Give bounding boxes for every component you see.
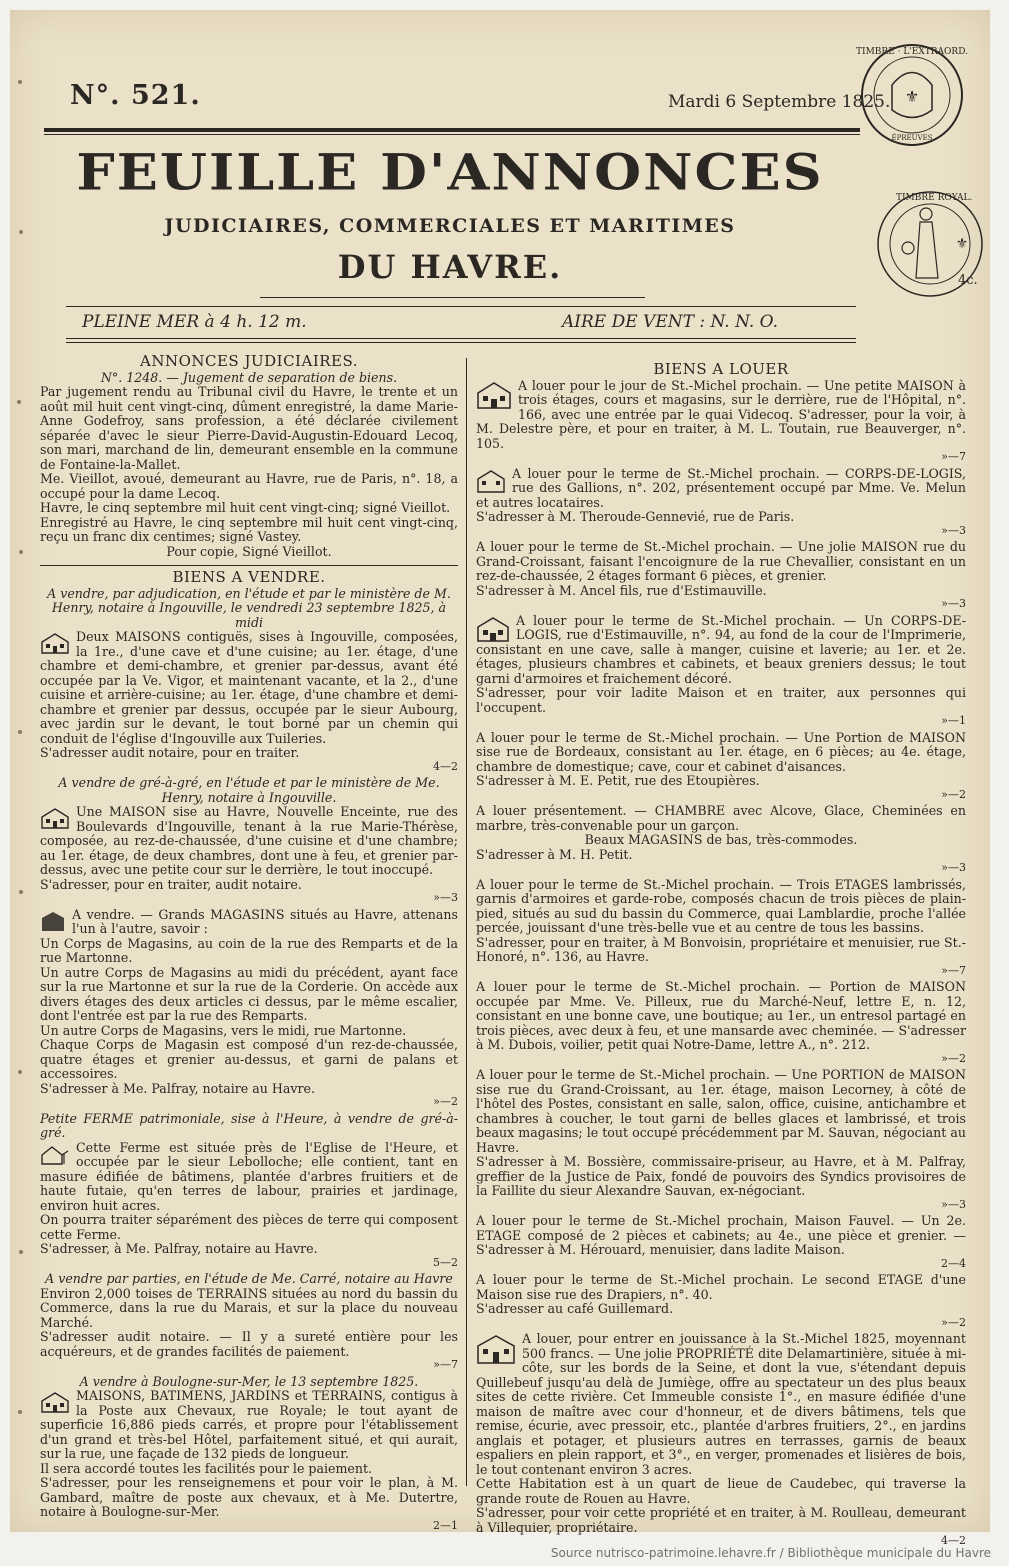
notice-ref: 4—2 [433,759,458,773]
info-rule-bottom-2 [66,342,856,343]
notice-address: S'adresser à M. E. Petit, rue des Etoupières. [476,773,760,788]
judgment-signed: Havre, le cinq septembre mil huit cent vingt-cinq; signé Vieillot. [40,500,451,515]
notice-body: A louer pour le terme de St.-Michel prochain. — Une jolie MAISON rue du Grand-Croissant, faisant l'encoignure de la rue Chevallier, consistant en un rez-de-chaussée, 2 étages formant 6 pièces, et grenier. [476,539,966,583]
newspaper-page [10,10,990,1547]
binding-holes [10,70,32,1510]
notice-address: S'adresser à M. Ancel fils, rue d'Estimauville. [476,582,767,598]
wind-info: AIRE DE VENT : N. N. O. [562,312,779,332]
extraordinary-stamp-seal [852,40,972,150]
judgment-attorney: Me. Vieillot, avoué, demeurant au Havre, rue de Paris, n°. 18, a occupé pour la dame Lecoq. [40,471,458,501]
notice-body: Un autre Corps de Magasins, vers le midi, rue Martonne. [40,1022,407,1038]
notice-ref: 4—2 [941,1534,966,1547]
column-separator [466,358,467,1486]
rental-notice [476,1332,966,1549]
info-rule-top [66,306,856,307]
sale-notice [40,587,458,775]
sale-notice [40,1112,458,1271]
title-rule [260,297,645,298]
rental-notice [476,980,966,1066]
rental-notice [476,1273,966,1330]
svg-text:⚜: ⚜ [904,87,920,106]
notice-body: Deux MAISONS contiguës, sises à Ingouville, composées, la 1re., d'une cave et d'une cuisine; au 1er. étage, d'une chambre et demi-chambre, et grenier par-dessus, avant été occupée par la Ve. Vigor, et maintenant vacante, et la 2., d'une cuisine et arrière-cuisine; au 1er. étage, d'une chambre et demi-chambre et grenier par dessus, occupée par le sieur Aubourg, avec jardin sur le devant, le tout borné par un chemin qui conduit de l'église d'Ingouville aux Tuileries. [40,629,458,746]
rental-notice [476,614,966,729]
notice-body: On pourra traiter séparément des pièces de terre qui composent cette Ferme. [40,1212,458,1242]
notice-address: S'adresser, pour voir ladite Maison et en traiter, aux personnes qui l'occupent. [476,685,966,715]
notice-address: S'adresser, pour en traiter, audit notaire. [40,876,302,892]
notice-body: Cette Habitation est à un quart de lieue de Caudebec, qui traverse la grande route de Rouen au Havre. [476,1476,966,1506]
notice-lead: A vendre, par adjudication, en l'étude et par le ministère de M. Henry, notaire à Ingouville, le vendredi 23 septembre 1825, à midi [47,585,451,630]
stamp-value: 4c. [958,273,978,288]
notice-body: Environ 2,000 toises de TERRAINS situées au nord du bassin du Commerce, dans la rue du Marais, et sur la place du nouveau Marché. [40,1285,458,1330]
notice-lead: A vendre. — Grands MAGASINS situés au Havre, attenans l'un à l'autre, savoir : [72,906,458,936]
tide-info: PLEINE MER à 4 h. 12 m. [82,312,307,332]
newspaper-city: DU HAVRE. [337,248,563,286]
notice-body: A louer pour le terme de St.-Michel prochain. — Un CORPS-DE-LOGIS, rue d'Estimauville, n°. 94, au fond de la cour de l'Imprimerie, consistant en une cave, salle à manger, cuisine et laverie; au 1er. et 2e. étages, plusieurs chambres et cabinets, et beaux greniers dessus; le tout garni d'armoires et fraichement décoré. [476,612,966,686]
notice-lead: Petite FERME patrimoniale, sise à l'Heure, à vendre de gré-à-gré. [40,1110,458,1140]
stamp-ring-text: TIMBRE · L'EXTRAORD. [856,47,968,57]
rental-notice [476,878,966,979]
notice-body: A louer pour le terme de St.-Michel prochain. — Trois ETAGES lambrissés, garnis d'armoires et garde-robe, composés chacun de trois pièces de plain-pied, situés au sud du bassin du Commerce, quai Lamblardie, proche l'allée percée, jouissant d'une très-belle vue et au centre de tous les bassins. [476,876,966,935]
notice-body: Cette Ferme est située près de l'Eglise de l'Heure, et occupée par le sieur Lebolloche; elle contient, tant en masure édifiée de bâtimens, plantée d'arbres fruitiers et de haute futaie, qu'en terres de labour, prairies et jardinage, environ huit acres. [40,1139,458,1213]
sale-notice [40,776,458,906]
issue-number: N°. 521. [70,80,201,111]
notice-address: S'adresser à Me. Palfray, notaire au Havre. [40,1080,315,1096]
info-rule-bottom [66,338,856,339]
notice-address: S'adresser audit notaire. — Il y a sureté entière pour les acquéreurs, et de grandes facilités de paiement. [40,1329,458,1359]
notice-ref: »—7 [433,1358,458,1371]
section-heading-judiciaires: ANNONCES JUDICIAIRES. [140,352,358,370]
judgment-registered: Enregistré au Havre, le cinq septembre mil huit cent vingt-cinq, reçu un franc dix centimes; signé Vastey. [40,514,458,544]
notice-ref: »—7 [941,963,966,977]
notice-address: S'adresser, à Me. Palfray, notaire au Havre. [40,1241,318,1256]
manor-house-icon [476,1334,516,1364]
house-icon [40,632,70,654]
notice-address: S'adresser, pour voir cette propriété et en traiter, à M. Roulleau, demeurant à Villequier, propriétaire. [476,1505,966,1535]
notice-lead: A vendre à Boulogne-sur-Mer, le 13 septembre 1825. [79,1373,419,1389]
left-column [40,352,458,1535]
notice-lead: A vendre par parties, en l'étude de Me. Carré, notaire au Havre [45,1271,453,1286]
notice-body: Un Corps de Magasins, au coin de la rue des Remparts et de la rue Martonne. [40,935,458,965]
notice-address: S'adresser audit notaire, pour en traiter. [40,745,300,760]
house-icon [40,807,70,829]
notice-body: A louer pour le jour de St.-Michel prochain. — Une petite MAISON à trois étages, cours et magasins, sur le derrière, rue de l'Hôpital, n°. 166, avec une entrée par le quai Videcoq. S'adresser, pour la voir, à M. Delestre père, et pour en traiter, à M. L. Toutain, rue Beauverger, n°. 105. [476,377,966,451]
rental-notice [476,1068,966,1212]
masthead-rule [44,128,860,132]
notice-ref: 2—4 [941,1256,966,1270]
newspaper-subtitle: JUDICIAIRES, COMMERCIALES ET MARITIMES [164,215,736,237]
notice-ref: »—3 [941,523,966,537]
notice-lead: A vendre de gré-à-gré, en l'étude et par le ministère de Me. Henry, notaire à Ingouville. [58,775,440,805]
notice-ref: 5—2 [433,1255,458,1269]
stamp-sub-text: ÉPREUVES [891,134,933,142]
warehouse-icon [40,910,66,932]
sale-notice [40,1272,458,1373]
notice-body: Beaux MAGASINS de bas, très-commodes. [584,832,858,847]
house-icon [476,381,512,409]
newspaper-title: FEUILLE D'ANNONCES [76,142,824,202]
notice-ref: »—3 [941,861,966,874]
notice-body: Un autre Corps de Magasins au midi du précédent, ayant face sur la rue Martonne et sur la rue de la Corderie. On accède aux divers étages des deux articles ci dessus, par le même escalier, dont l'entrée est par la rue des Remparts. [40,964,458,1023]
notice-ref: »—3 [941,597,966,610]
notice-body: A louer pour le terme de St.-Michel prochain. — Une Portion de MAISON sise rue de Bordeaux, consistant au 1er. étage, en 6 pièces; au 4e. étage, chambre de domestique; cave, cour et cabinet d'aisances. [476,729,966,774]
house-icon [476,469,506,493]
notice-body: Il sera accordé toutes les facilités pour le paiement. [40,1460,373,1476]
rental-notice [476,804,966,876]
sale-notice [40,1375,458,1534]
right-column [476,360,966,1551]
section-heading-louer: BIENS A LOUER [653,360,789,378]
notice-ref: »—2 [433,1095,458,1108]
royal-stamp-seal [876,188,984,300]
notice-body: A louer pour le terme de St.-Michel prochain, Maison Fauvel. — Un 2e. ETAGE composé de 2 pièces et cabinets; au 4e., une pièce et grenier. — S'adresser à M. Hérouard, menuisier, dans ladite Maison. [476,1213,966,1257]
notice-ref: »—1 [941,714,966,727]
notice-body: Chaque Corps de Magasin est composé d'un rez-de-chaussée, quatre étages et grenier au-dessus, et garni de palans et accessoires. [40,1037,458,1081]
notice-address: S'adresser au café Guillemard. [476,1301,674,1316]
notice-body: A louer présentement. — CHAMBRE avec Alcove, Glace, Cheminées en marbre, très-convenable pour un garçon. [476,803,966,833]
notice-address: S'adresser, pour en traiter, à M Bonvoisin, propriétaire et menuisier, rue St.-Honoré, n°. 136, au Havre. [476,934,966,964]
issue-date: Mardi 6 Septembre 1825. [668,92,891,112]
notice-ref: »—2 [941,1051,966,1065]
svg-text:⚜: ⚜ [955,236,969,252]
royal-ring-text: TIMBRE ROYAL. [896,193,973,203]
house-icon [476,616,510,642]
judgment-title: N°. 1248. — Jugement de separation de biens. [100,369,398,385]
rental-notice [476,379,966,465]
notice-body: Une MAISON sise au Havre, Nouvelle Enceinte, rue des Boulevards d'Ingouville, tenant à la rue Marie-Thérèse, composée, au rez-de-chaussée, d'une cuisine et d'une chambre; au 1er. étage, de deux chambres, dont une à feu, et grenier par-dessus, avec une petite cour sur le derrière, le tout inoccupé. [40,804,458,877]
rental-notice [476,467,966,539]
notice-body: A louer pour le terme de St.-Michel prochain. — Portion de MAISON occupée par Mme. Ve. Pilleux, rue du Marché-Neuf, lettre E, n. 12, consistant en une bonne cave, une boutique; au 1er., un entresol partagé en trois pièces, avec deux à feu, et une mansarde avec cheminée. — S'adresser à M. Dubois, voilier, petit quai Notre-Dame, lettre A., n°. 212. [476,979,966,1052]
notice-ref: »—7 [941,450,966,463]
notice-ref: »—2 [941,787,966,801]
notice-body: A louer pour le terme de St.-Michel prochain. Le second ETAGE d'une Maison sise rue des Drapiers, n°. 40. [476,1272,966,1302]
rental-notice [476,540,966,612]
notice-body: A louer, pour entrer en jouissance à la St.-Michel 1825, moyennant 500 francs. — Une jolie PROPRIÉTÉ dite Delamartinière, située à mi-côte, sur les bords de la Seine, et dont la vue, s'étendant depuis Quillebeuf jusqu'au delà de Jumiège, offre au spectateur un des plus beaux sites de cette rivière. Cet Immeuble consiste 1°., en masure édifiée d'une maison de maître avec cour d'honneur, et de divers bâtimens, tels que remise, écurie, avec pressoir, etc., plantée d'arbres fruitiers, 2°., en jardins anglais et potager, et plusieurs autres en terrasses, garnis de beaux espaliers en plein rapport, et 3°., en verger, promenades et lisières de bois, le tout contenant environ 3 acres. [476,1331,966,1477]
house-icon [40,1391,70,1413]
notice-address: S'adresser, pour les renseignemens et pour voir le plan, à M. Gambard, maître de poste aux chevaux, et à Me. Dutertre, notaire à Boulogne-sur-Mer. [40,1475,458,1519]
notice-address: S'adresser à M. Theroude-Gennevié, rue de Paris. [476,509,795,524]
notice-ref: »—3 [941,1197,966,1211]
sale-notice [40,908,458,1110]
source-credit: Source nutrisco-patrimoine.lehavre.fr / Bibliothèque municipale du Havre [550,1546,991,1560]
notice-ref: »—2 [941,1315,966,1329]
judgment-body: Par jugement rendu au Tribunal civil du Havre, le trente et un août mil huit cent vingt-cinq, dûment enregistré, la dame Marie-Anne Godefroy, sans profession, a été déclarée civilement séparée d'avec le sieur Pierre-David-Augustin-Edouard Lecoq, son mari, marchand de lin, demeurant ensemble en la commune de Fontaine-la-Mallet. [40,384,458,472]
section-heading-vendre: BIENS A VENDRE. [172,568,326,586]
notice-body: MAISONS, BATIMENS, JARDINS et TERRAINS, contigus à la Poste aux Chevaux, rue Royale; le tout ayant de superficie 16,886 pieds carrés, et propre pour l'établissement d'un grand et très-bel Hôtel, parfaitement situé, et qui aurait, sur la rue, une façade de 132 pieds de longueur. [40,1388,458,1461]
section-divider [40,565,458,566]
rental-notice [476,731,966,803]
judgment-copy: Pour copie, Signé Vieillot. [166,543,332,559]
notice-address: S'adresser à M. H. Petit. [476,846,633,862]
rental-notice [476,1214,966,1271]
notice-ref: 2—1 [433,1518,458,1532]
masthead-rule-thin [44,134,860,135]
notice-ref: »—3 [433,891,458,904]
notice-body: A louer pour le terme de St.-Michel prochain. — Une PORTION de MAISON sise rue du Grand-Croissant, au 1er. étage, maison Lecorney, à côté de l'hôtel des Postes, consistant en salle, salon, office, cuisine, antichambre et chambres à coucher, le tout garni de belles glaces et lambrissé, et trois beaux magasins; le tout occupé précédemment par M. Sauvan, négociant au Havre. [476,1067,966,1155]
farm-icon [40,1143,70,1165]
notice-address: S'adresser à M. Bossière, commissaire-priseur, au Havre, et à M. Palfray, greffier de la Justice de Paix, fondé de pouvoirs des Syndics provisoires de la Faillite du sieur Alexandre Sauvan, ex-négociant. [476,1154,966,1198]
notice-body: A louer pour le terme de St.-Michel prochain. — CORPS-DE-LOGIS, rue des Gallions, n°. 202, présentement occupé par Mme. Ve. Melun et autres locataires. [476,465,966,510]
